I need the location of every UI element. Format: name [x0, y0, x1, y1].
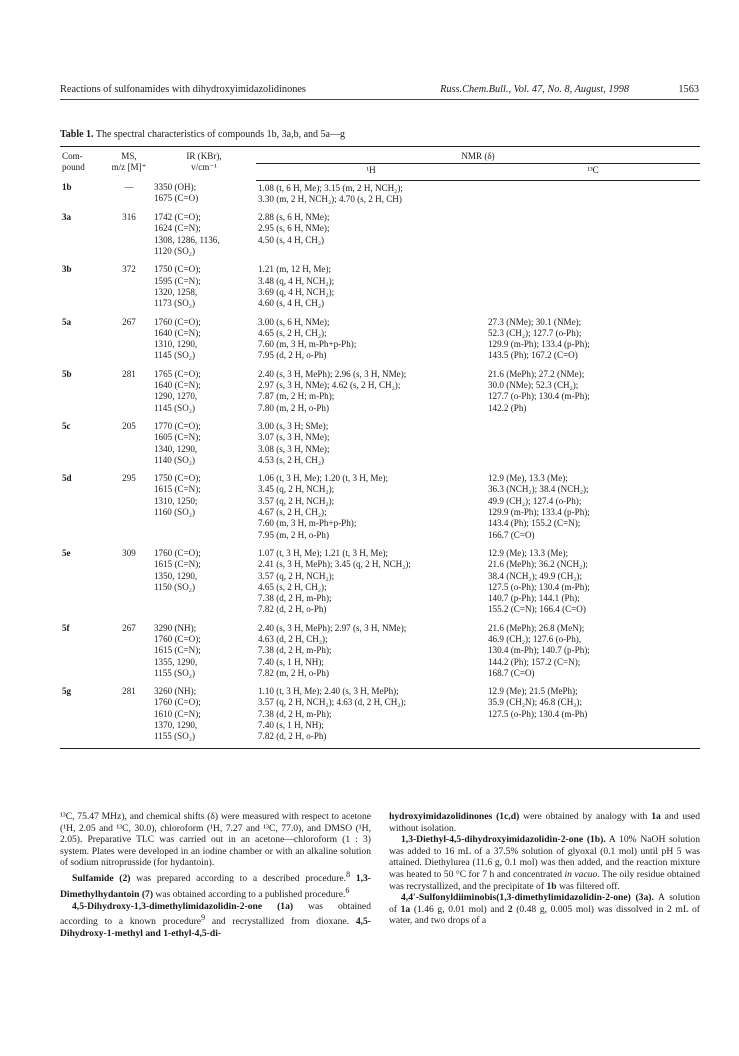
cell-1h: 3.00 (s, 6 H, NMe); 4.65 (s, 2 H, CH₂); 7.60 (m, 3 H, m-Ph+p-Ph); 7.95 (d, 2 H, o-Ph) — [258, 316, 357, 361]
table-row — [60, 419, 700, 471]
header-13c: ¹³C — [486, 164, 700, 180]
cell-ir: 1765 (C=O); 1640 (C=N); 1290, 1270, 1145 (SO₂) — [154, 368, 201, 413]
cell-13c — [486, 210, 700, 262]
body-column-right — [389, 811, 700, 940]
cell-1h: 3.00 (s, 3 H; SMe); 3.07 (s, 3 H, NMe); 3.08 (s, 3 H, NMe); 4.53 (s, 2 H, CH₂) — [258, 420, 330, 465]
cell-13c: 12.9 (Me); 13.3 (Me); 21.6 (MePh); 36.2 (NCH₂); 38.4 (NCH₂); 49.9 (CH₂); 127.5 (o-Ph); 130.4 (m-Ph); 140.7 (p-Ph); 144.1 (Ph); 155.2 (C=N); 166.4 (C=O) — [488, 547, 590, 615]
cell-13c — [486, 419, 700, 471]
cell-compound: 5d — [62, 473, 72, 484]
cell-ir: 1760 (C=O); 1640 (C=N); 1310, 1290, 1145 (SO₂) — [154, 316, 201, 361]
body-text — [60, 811, 700, 940]
spectral-table — [60, 146, 700, 749]
cell-ir: 3350 (OH); 1675 (C=O) — [154, 182, 199, 204]
cell-ms: 267 — [122, 316, 136, 327]
header-ms: MS, m/z [M]⁺ — [106, 147, 152, 181]
table-caption — [60, 129, 345, 140]
cell-compound: 5b — [62, 368, 72, 379]
cell-1h: 1.07 (t, 3 H, Me); 1.21 (t, 3 H, Me); 2.41 (s, 3 H, MePh); 3.45 (q, 2 H, NCH₂); 3.57 (q, 2 H, NCH₂); 4.65 (s, 2 H, CH₂); 7.38 (d, 2 H, m-Ph); 7.82 (d, 2 H, o-Ph) — [258, 547, 411, 615]
right-column-paragraph: 1,3-Diethyl-4,5-dihydroxyimidazolidin-2-one (1b). A 10% NaOH solution was added to 16 mL of a 37.5% solution of glyoxal (0.1 mol) until pH 5 was attained. Diethylurea (11.6 g, 0.1 mol) was then added, and the reaction mixture was heated to 50 °C for 7 h and concentrated in vacuo. The oily residue obtained was recrystallized, and the precipitate of 1b was filtered off. — [389, 834, 700, 892]
header-nmr: NMR (δ) — [256, 147, 700, 164]
cell-1h: 1.06 (t, 3 H, Me); 1.20 (t, 3 H, Me); 3.45 (q, 2 H, NCH₂); 3.57 (q, 2 H, NCH₂); 4.67 (s, 2 H, CH₂); 7.60 (m, 3 H, m-Ph+p-Ph); 7.95 (m, 2 H, o-Ph) — [258, 473, 389, 540]
journal-citation: Russ.Chem.Bull., Vol. 47, No. 8, August, 1998 — [440, 84, 629, 95]
cell-ir: 3260 (NH); 1760 (C=O); 1610 (C=N); 1370, 1290, 1155 (SO₂) — [152, 684, 256, 748]
cell-compound: 3a — [62, 212, 72, 223]
cell-compound: 5f — [62, 622, 70, 633]
cell-compound: 1b — [62, 182, 72, 193]
right-column-paragraph: 4,4′-Sulfonyldiiminobis(1,3-dimethylimidazolidin-2-one) (3a). A solution of 1a (1.46 g, 0.01 mol) and 2 (0.48 g, 0.005 mol) was dissolved in 2 mL of water, and two drops of a — [389, 892, 701, 927]
table-row — [60, 684, 700, 748]
table-row — [60, 546, 700, 621]
cell-1h: 1.08 (t, 6 H, Me); 3.15 (m, 2 H, NCH₂); 3.30 (m, 2 H, NCH₂); 4.70 (s, 2 H, CH) — [258, 182, 403, 204]
header-compound: Com- pound — [60, 147, 106, 181]
cell-13c: 27.3 (NMe); 30.1 (NMe); 52.3 (CH₂); 127.7 (o-Ph); 129.9 (m-Ph); 133.4 (p-Ph); 143.5 (Ph); 167.2 (C=O) — [488, 316, 590, 361]
table-row — [60, 315, 700, 367]
header-1h: ¹H — [256, 164, 486, 180]
cell-13c: 12.9 (Me), 13.3 (Me); 36.3 (NCH₂); 38.4 (NCH₂); 49.9 (CH₂); 127.4 (o-Ph); 129.9 (m-Ph); 133.4 (p-Ph); 143.4 (Ph); 155.2 (C=N); 166.7 (C=O) — [488, 473, 590, 540]
cell-1h: 1.10 (t, 3 H, Me); 2.40 (s, 3 H, MePh); 3.57 (q, 2 H, NCH₂); 4.63 (d, 2 H, CH₂); 7.38 (d, 2 H, m-Ph); 7.40 (s, 1 H, NH); 7.82 (d, 2 H, o-Ph) — [256, 684, 486, 748]
cell-compound: 3b — [62, 264, 72, 275]
table-row — [60, 367, 700, 419]
cell-compound: 5e — [62, 547, 71, 558]
cell-ms: 372 — [122, 264, 136, 275]
running-title: Reactions of sulfonamides with dihydroxyimidazolidinones — [60, 84, 306, 95]
table-row — [60, 262, 700, 314]
page-number: 1563 — [678, 84, 699, 95]
cell-ms: 295 — [122, 473, 136, 484]
cell-ir: 1750 (C=O); 1615 (C=N); 1310, 1250; 1160 (SO₂) — [154, 473, 201, 518]
table-row — [60, 210, 700, 262]
cell-13c: 12.9 (Me); 21.5 (MePh); 35.9 (CH₂N); 46.8 (CH₂); 127.5 (o-Ph); 130.4 (m-Ph) — [486, 684, 700, 748]
cell-13c — [486, 180, 700, 210]
cell-ms: 281 — [106, 684, 152, 748]
cell-compound: 5g — [60, 684, 106, 748]
cell-ir: 1760 (C=O); 1615 (C=N); 1350, 1290, 1150 (SO₂) — [154, 547, 201, 592]
table-row — [60, 471, 700, 546]
cell-ir: 3290 (NH); 1760 (C=O); 1615 (C=N); 1355, 1290, 1155 (SO₂) — [154, 622, 201, 678]
cell-ms: — — [124, 182, 134, 193]
cell-ir: 1750 (C=O); 1595 (C=N); 1320, 1258, 1173 (SO₂) — [154, 264, 201, 309]
header-ir: IR (KBr), v/cm⁻¹ — [152, 147, 256, 181]
left-column-paragraph: ¹³C, 75.47 MHz), and chemical shifts (δ) were measured with respect to acetone (¹H, 2.05 and ¹³C, 30.0), chloroform (¹H, 7.27 and ¹³C, 77.0), and DMSO (¹H, 2.05). Preparative TLC was carried out in an acetone—chloroform (1 : 3) system. Plates were developed in an iodine chamber or with an alkaline solution of sodium nitroprusside (for hydantoin). — [60, 811, 371, 869]
cell-compound: 5a — [62, 316, 72, 327]
cell-ir: 1742 (C=O); 1624 (C=N); 1308, 1286, 1136, 1120 (SO₂) — [154, 212, 220, 257]
table-body — [60, 180, 700, 748]
cell-ir: 1770 (C=O); 1605 (C=N); 1340, 1290, 1140 (SO₂) — [154, 420, 201, 465]
cell-1h: 2.40 (s, 3 H, MePh); 2.96 (s, 3 H, NMe); 2.97 (s, 3 H, NMe); 4.62 (s, 2 H, CH₂); 7.87 (m, 2 H; m-Ph); 7.80 (m, 2 H, o-Ph) — [258, 368, 407, 413]
cell-ms: 205 — [122, 420, 136, 431]
right-column-paragraph: hydroxyimidazolidinones (1c,d) were obtained by analogy with 1a and used without isolation. — [389, 811, 700, 834]
cell-ms: 267 — [122, 622, 136, 633]
body-column-left — [60, 811, 371, 940]
cell-ms: 281 — [122, 368, 136, 379]
cell-1h: 1.21 (m, 12 H, Me); 3.48 (q, 4 H, NCH₂); 3.69 (q, 4 H, NCH₂); 4.60 (s, 4 H, CH₂) — [258, 264, 335, 309]
table-caption-text: The spectral characteristics of compounds 1b, 3a,b, and 5a—g — [95, 129, 345, 140]
left-column-paragraph: 4,5-Dihydroxy-1,3-dimethylimidazolidin-2-one (1a) was obtained according to a known procedure$^9$ and recrystallized from dioxane. 4,5-Dihydroxy-1-methyl and 1-ethyl-4,5-di- — [60, 900, 371, 939]
cell-ms: 316 — [122, 212, 136, 223]
cell-13c — [486, 262, 700, 314]
cell-13c: 21.6 (MePh); 27.2 (NMe); 30.0 (NMe); 52.3 (CH₂); 127.7 (o-Ph); 130.4 (m-Ph); 142.2 (Ph) — [488, 368, 590, 413]
left-column-paragraph: Sulfamide (2) was prepared according to a described procedure.$^8$ 1,3-Dimethylhydantoin (7) was obtained according to a published procedure.$^6$ — [60, 869, 371, 900]
cell-compound: 5c — [62, 420, 71, 431]
running-header — [60, 84, 699, 100]
cell-1h: 2.40 (s, 3 H, MePh); 2.97 (s, 3 H, NMe); 4.63 (d, 2 H, CH₂); 7.38 (d, 2 H, m-Ph); 7.40 (s, 1 H, NH); 7.82 (m, 2 H, o-Ph) — [258, 622, 407, 678]
table-caption-label: Table 1. — [60, 129, 94, 140]
cell-ms: 309 — [122, 547, 136, 558]
table-row — [60, 621, 700, 684]
cell-13c: 21.6 (MePh); 26.8 (MeN); 46.9 (CH₂); 127.6 (o-Ph), 130.4 (m-Ph); 140.7 (p-Ph); 144.2 (Ph); 157.2 (C=N); 168.7 (C=O) — [488, 622, 590, 678]
table-row — [60, 180, 700, 210]
cell-1h: 2.88 (s, 6 H, NMe); 2.95 (s, 6 H, NMe); 4.50 (s, 4 H, CH₂) — [258, 212, 330, 245]
